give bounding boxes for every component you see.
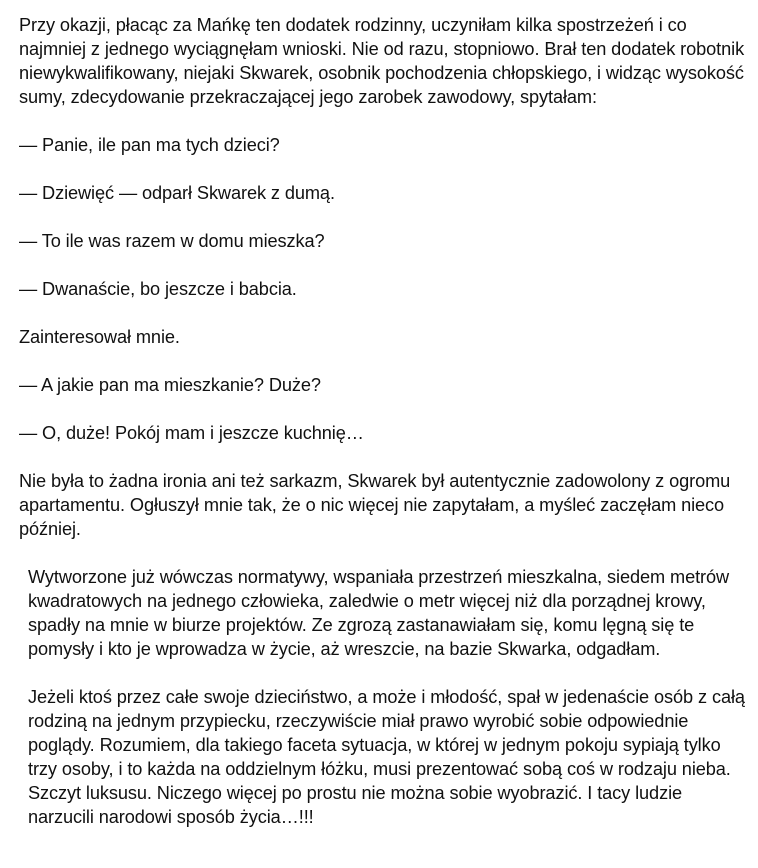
dialogue-line: — O, duże! Pokój mam i jeszcze kuchnię… bbox=[19, 423, 364, 443]
dialogue-line: — To ile was razem w domu mieszka? bbox=[19, 231, 325, 251]
paragraph-short: Zainteresował mnie. bbox=[19, 327, 180, 347]
dialogue-line: — Dwanaście, bo jeszcze i babcia. bbox=[19, 279, 297, 299]
paragraph-conclusion: Jeżeli ktoś przez całe swoje dzieciństwo, a może i młodość, spał w jedenaście osób z całą rodziną na jednym przypiecku, rzeczywiście miał prawo wyrobić sobie odpowiednie poglądy. Rozumiem, dla takiego faceta sytuacja, w której w jednym pokoju sypiają tylko trzy osoby, i to każda na oddzielnym łóżku, musi prezentować sobą coś w rodzaju nieba. Szczyt luksusu. Niczego więcej po prostu nie można sobie wyobrazić. I tacy ludzie narzucili narodowi sposób życia…!!! bbox=[28, 687, 750, 827]
dialogue-line: — Dziewięć — odparł Skwarek z dumą. bbox=[19, 183, 335, 203]
paragraph-intro: Przy okazji, płacąc za Mańkę ten dodatek rodzinny, uczyniłam kilka spostrzeżeń i co najmniej z jednego wyciągnęłam wnioski. Nie od razu, stopniowo. Brał ten dodatek robotnik niewykwalifikowany, niejaki Skwarek, osobnik pochodzenia chłopskiego, i widząc wysokość sumy, zdecydowanie przekraczającej jego zarobek zawodowy, spytałam: bbox=[19, 15, 750, 107]
dialogue-line: — Panie, ile pan ma tych dzieci? bbox=[19, 135, 280, 155]
paragraph-closing: Nie była to żadna ironia ani też sarkazm, Skwarek był autentycznie zadowolony z ogromu apartamentu. Ogłuszył mnie tak, że o nic więcej nie zapytałam, a myśleć zaczęłam nieco później. bbox=[19, 471, 736, 539]
dialogue-line: — A jakie pan ma mieszkanie? Duże? bbox=[19, 375, 321, 395]
text-section-one bbox=[19, 13, 751, 565]
text-section-two bbox=[28, 565, 748, 853]
paragraph-norms: Wytworzone już wówczas normatywy, wspaniała przestrzeń mieszkalna, siedem metrów kwadratowych na jednego człowieka, zaledwie o metr więcej niż dla porządnej krowy, spadły na mnie w biurze projektów. Ze zgrozą zastanawiałam się, komu lęgną się te pomysły i kto je wprowadza w życie, aż wreszcie, na bazie Skwarka, odgadłam. bbox=[28, 567, 735, 659]
